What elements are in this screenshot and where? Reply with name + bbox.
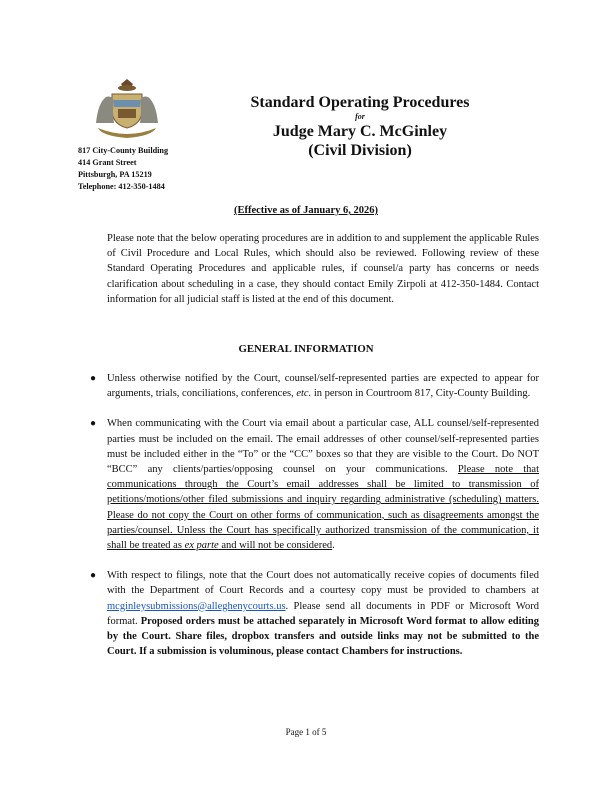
title-for: for [355, 112, 365, 121]
bullet-text: Unless otherwise notified by the Court, counsel/self-represented parties are expected to appear for arguments, trials, conciliations, conferences, [107, 373, 539, 400]
bullet-text: . [332, 540, 335, 552]
division-name: (Civil Division) [308, 142, 412, 159]
title-block [230, 93, 490, 160]
bullet-text: in person in Courtroom 817, City-County Building. [311, 388, 531, 400]
underlined-text: Please note that communications through the Court’s email addresses shall be limited to transmission of petitions/motions/other filed submissions and inquiry regarding administrative (scheduling) matters. Please do not copy the Court on other forms of communication, such as disagreements amongst the parties/counsel. Unless the Court has specifically authorized transmission of the communication, it shall be treated as [107, 464, 539, 552]
document-title: Standard Operating Procedures [250, 94, 470, 111]
bold-instructions: Proposed orders must be attached separately in Microsoft Word format to allow editing by the Court. Share files, dropbox transfers and outside links may not be submitted to the Court. If a submission is voluminous, please contact Chambers for instructions. [107, 615, 539, 658]
etc-text: etc. [296, 388, 312, 400]
bullet-item-filings [80, 568, 539, 659]
bullet-text: When communicating with the Court via email about a particular case, ALL counsel/self-represented parties must be included on the email. The email addresses of other counsel/self-represented parties must be included either in the “To” or the “CC” boxes so that they are visible to the Court. Do NOT “BCC” any clients/parties/opposing counsel on your communications. [107, 418, 539, 476]
bullet-icon: ● [90, 373, 97, 384]
effective-date: (Effective as of January 6, 2026) [233, 205, 379, 216]
section-heading: GENERAL INFORMATION [238, 343, 374, 355]
bullet-text: . Please send all documents in PDF or Microsoft Word format. [107, 600, 539, 627]
address-street: 414 Grant Street [78, 158, 137, 167]
judge-name: Judge Mary C. McGinley [272, 123, 448, 140]
bullet-list [80, 371, 539, 674]
intro-paragraph: Please note that the below operating procedures are in addition to and supplement the applicable Rules of Civil Procedure and Local Rules, which should also be reviewed. Following review of these Standard Operating Procedures and applicable rules, if counsel/a party has concerns or needs clarification about scheduling in a case, they should contact Emily Zirpoli at 412-350-1484. Contact information for all judicial staff is listed at the end of this document. [107, 233, 539, 305]
address-telephone: Telephone: 412-350-1484 [78, 182, 165, 191]
underlined-text: and will not be considered [218, 540, 333, 552]
bullet-icon: ● [90, 418, 97, 430]
submissions-email-link[interactable]: mcginleysubmissions@alleghenycourts.us [107, 600, 286, 612]
bullet-item-appearance [80, 371, 539, 401]
bullet-text: With respect to filings, note that the Court does not automatically receive copies of documents filed with the Department of Court Records and a courtesy copy must be provided to chambers at [107, 570, 539, 597]
court-address [78, 145, 168, 193]
bullet-item-email [80, 416, 539, 553]
coat-of-arms-icon [88, 78, 166, 142]
bullet-icon: ● [90, 570, 97, 582]
ex-parte-text: ex parte [184, 540, 219, 552]
address-city: Pittsburgh, PA 15219 [78, 170, 152, 179]
page-number: Page 1 of 5 [285, 727, 327, 737]
address-building: 817 City-County Building [78, 146, 169, 155]
